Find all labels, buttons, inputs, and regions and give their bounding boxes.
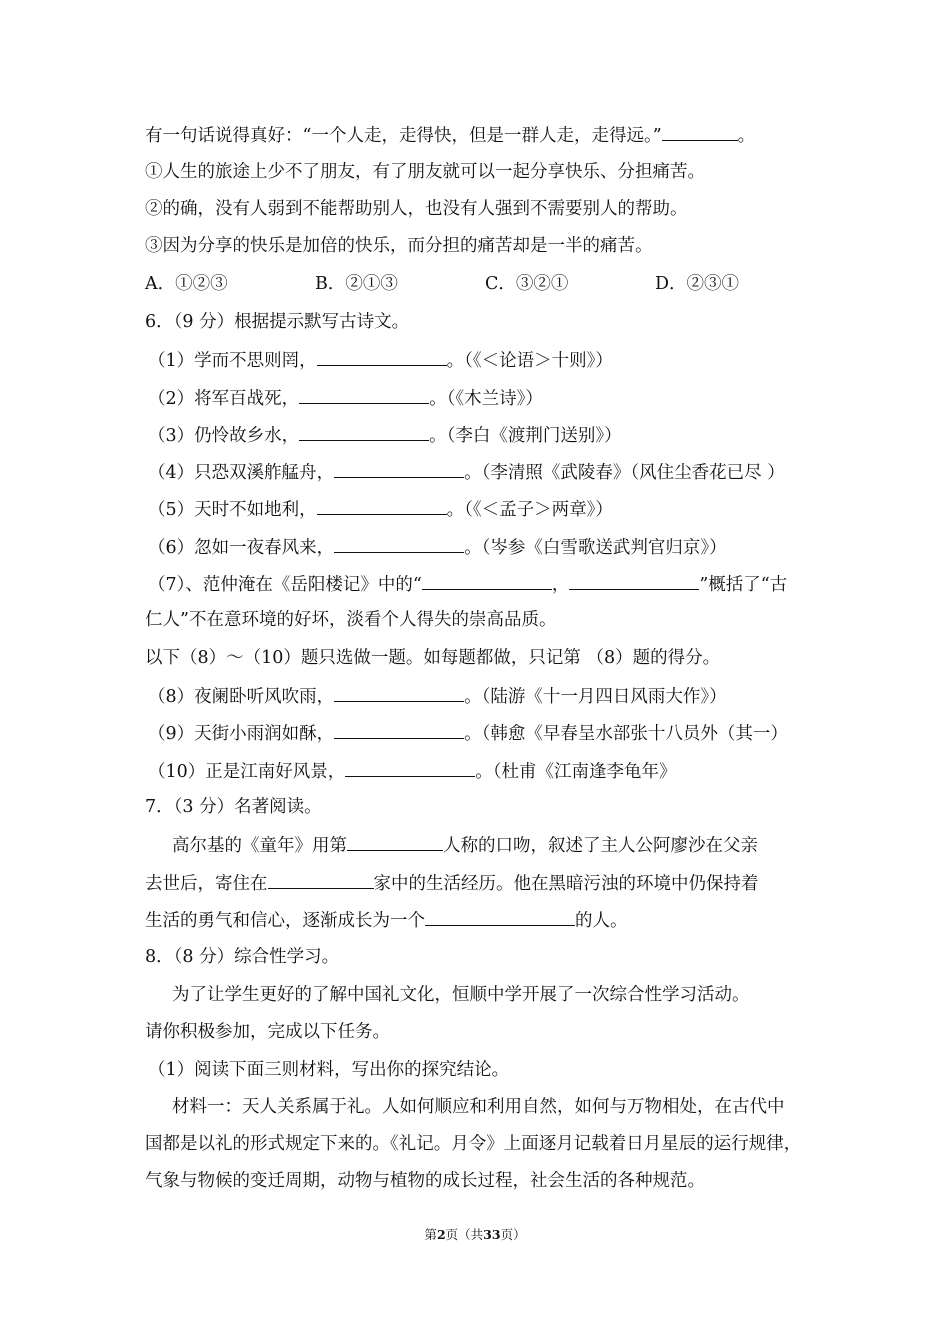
q5-item3: ③因为分享的快乐是加倍的快乐，而分担的痛苦却是一半的痛苦。 bbox=[145, 236, 653, 256]
q7-line3 bbox=[145, 906, 628, 934]
q5-line1-end: 。 bbox=[737, 126, 756, 146]
q6-item-3-prompt: （3）仍怜故乡水， bbox=[148, 426, 300, 446]
q8-material1-line2: 国都是以礼的形式规定下来的。《礼记。月令》上面逐月记载着日月星辰的运行规律， bbox=[145, 1134, 802, 1154]
q7-line1 bbox=[172, 831, 758, 859]
footer-page-number: 2 bbox=[436, 1227, 446, 1242]
q6-item-7-line2: 仁人”不在意环境的好坏，淡看个人得失的崇高品质。 bbox=[145, 610, 557, 630]
q6-item-10-blank[interactable] bbox=[345, 757, 475, 777]
q6-item-8-blank[interactable] bbox=[334, 682, 464, 702]
q6-item-7-blank-1[interactable] bbox=[422, 570, 552, 590]
q5-item1: ①人生的旅途上少不了朋友，有了朋友就可以一起分享快乐、分担痛苦。 bbox=[145, 162, 705, 182]
q5-item2: ②的确，没有人弱到不能帮助别人，也没有人强到不需要别人的帮助。 bbox=[145, 199, 688, 219]
q6-item-4-source: 。（李清照《武陵春》（风住尘香花已尽 ） bbox=[464, 463, 785, 483]
q6-item-1 bbox=[148, 346, 613, 374]
q6-item-4-blank[interactable] bbox=[334, 458, 464, 478]
q6-item-2-blank[interactable] bbox=[299, 384, 429, 404]
q6-item-5-blank[interactable] bbox=[317, 495, 447, 515]
q8-heading: 8．（8 分）综合性学习。 bbox=[145, 947, 340, 967]
q5-options bbox=[145, 271, 825, 297]
q7-heading: 7．（3 分）名著阅读。 bbox=[145, 797, 322, 817]
q7-line2-b: 家中的生活经历。他在黑暗污浊的环境中仍保持着 bbox=[373, 874, 759, 894]
q5-option-c[interactable]: C．③②① bbox=[485, 274, 569, 294]
q5-line1 bbox=[145, 121, 755, 149]
q6-item-1-source: 。（《＜论语＞十则》） bbox=[446, 351, 613, 371]
q6-item-10-source: 。（杜甫《江南逢李龟年》 bbox=[475, 762, 677, 782]
q6-item-1-prompt: （1）学而不思则罔， bbox=[148, 351, 317, 371]
q7-line3-b: 的人。 bbox=[575, 911, 628, 931]
q8-material1-line1: 材料一：天人关系属于礼。人如何顺应和利用自然，如何与万物相处，在古代中 bbox=[172, 1097, 785, 1117]
q6-item-2-prompt: （2）将军百战死， bbox=[148, 389, 300, 409]
q5-option-a[interactable]: A．①②③ bbox=[145, 274, 228, 294]
q7-line1-a: 高尔基的《童年》用第 bbox=[172, 836, 347, 856]
q7-line3-a: 生活的勇气和信心，逐渐成长为一个 bbox=[145, 911, 425, 931]
q6-item-7-prompt: （7）、范仲淹在《岳阳楼记》中的“ bbox=[148, 575, 422, 595]
q6-item-9-source: 。（韩愈《早春呈水部张十八员外（其一） bbox=[464, 724, 788, 744]
q6-heading: 6．（9 分）根据提示默写古诗文。 bbox=[145, 312, 410, 332]
q6-item-6-blank[interactable] bbox=[334, 533, 464, 553]
q6-item-6-prompt: （6）忽如一夜春风来， bbox=[148, 538, 335, 558]
q8-intro-line1: 为了让学生更好的了解中国礼文化，恒顺中学开展了一次综合性学习活动。 bbox=[172, 985, 750, 1005]
q5-option-d[interactable]: D．②③① bbox=[655, 274, 740, 294]
q6-item-6-source: 。（岑参《白雪歌送武判官归京》） bbox=[464, 538, 727, 558]
q7-line2 bbox=[145, 869, 759, 897]
q5-answer-blank[interactable] bbox=[662, 121, 738, 141]
q6-item-5-prompt: （5）天时不如地利， bbox=[148, 500, 317, 520]
q6-item-7 bbox=[148, 570, 787, 598]
footer-middle: 页（共 bbox=[445, 1227, 484, 1242]
q7-line1-b: 人称的口吻，叙述了主人公阿廖沙在父亲 bbox=[443, 836, 758, 856]
q6-item-6 bbox=[148, 533, 727, 561]
footer-total-pages: 33 bbox=[483, 1227, 501, 1242]
q8-intro-line2: 请你积极参加，完成以下任务。 bbox=[145, 1022, 390, 1042]
q6-item-9 bbox=[148, 719, 788, 747]
q5-option-b[interactable]: B．②①③ bbox=[315, 274, 398, 294]
q6-item-1-blank[interactable] bbox=[317, 346, 447, 366]
q6-item-3 bbox=[148, 421, 622, 449]
q6-item-9-prompt: （9）天街小雨润如酥， bbox=[148, 724, 335, 744]
q6-item-4-prompt: （4）只恐双溪舴艋舟， bbox=[148, 463, 335, 483]
q6-item-2 bbox=[148, 384, 543, 412]
q6-item-9-blank[interactable] bbox=[334, 719, 464, 739]
q6-item-4 bbox=[148, 458, 785, 486]
q6-item-7-blank-2[interactable] bbox=[569, 570, 699, 590]
q6-item-3-source: 。（李白《渡荆门送别》） bbox=[429, 426, 622, 446]
q6-item-7-tail: ”概括了“古 bbox=[699, 575, 788, 595]
q7-blank-3[interactable] bbox=[425, 906, 575, 926]
page-footer bbox=[0, 1226, 950, 1244]
q6-item-10 bbox=[148, 757, 677, 785]
q6-item-7-comma: ， bbox=[551, 575, 570, 595]
footer-prefix: 第 bbox=[424, 1227, 437, 1242]
q6-item-10-prompt: （10）正是江南好风景， bbox=[148, 762, 346, 782]
q5-line1-text: 有一句话说得真好：“一个人走，走得快，但是一群人走，走得远。” bbox=[145, 126, 662, 146]
q6-item-3-blank[interactable] bbox=[299, 421, 429, 441]
q6-item-8 bbox=[148, 682, 727, 710]
q6-item-5-source: 。（《＜孟子＞两章》） bbox=[446, 500, 613, 520]
q7-blank-1[interactable] bbox=[347, 831, 443, 851]
footer-suffix: 页） bbox=[500, 1227, 526, 1242]
q6-item-8-prompt: （8）夜阑卧听风吹雨， bbox=[148, 687, 335, 707]
q6-item-2-source: 。（《木兰诗》） bbox=[429, 389, 543, 409]
q7-blank-2[interactable] bbox=[268, 869, 374, 889]
q6-item-8-source: 。（陆游《十一月四日风雨大作》） bbox=[464, 687, 727, 707]
q6-item-5 bbox=[148, 495, 613, 523]
q8-task1: （1）阅读下面三则材料，写出你的探究结论。 bbox=[148, 1060, 510, 1080]
q7-line2-a: 去世后，寄住在 bbox=[145, 874, 268, 894]
q8-material1-line3: 气象与物候的变迁周期，动物与植物的成长过程，社会生活的各种规范。 bbox=[145, 1171, 705, 1191]
q6-choose-note: 以下（8）～（10）题只选做一题。如每题都做，只记第 （8）题的得分。 bbox=[145, 648, 721, 668]
